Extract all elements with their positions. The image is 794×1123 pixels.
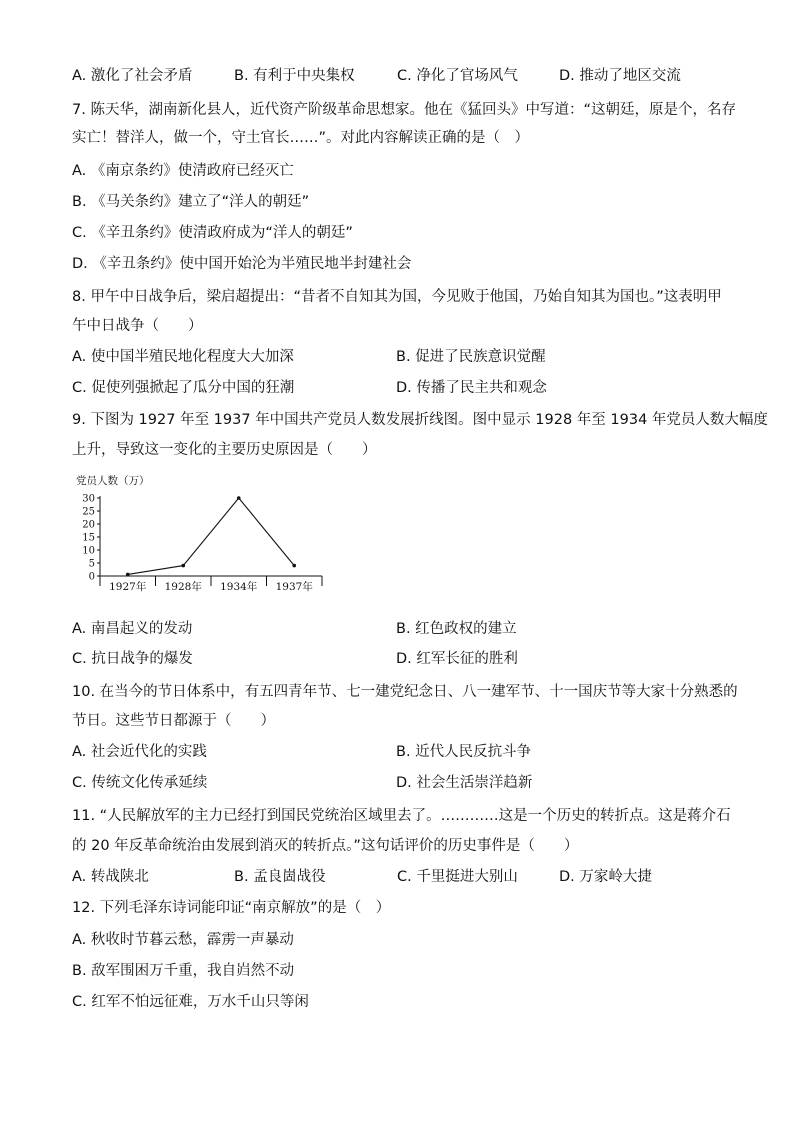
q6-option-d: D. 推动了地区交流 bbox=[559, 68, 681, 84]
q10-option-d: D. 社会生活崇洋趋新 bbox=[396, 775, 533, 791]
q11-option-a: A. 转战陕北 bbox=[72, 869, 149, 885]
q7-stem-line2: 实亡！替洋人，做一个，守土官长……”。对此内容解读正确的是（ ） bbox=[72, 130, 530, 146]
chart-x-tick-label: 1927年 bbox=[109, 581, 147, 593]
q11-option-b: B. 孟良崮战役 bbox=[234, 869, 326, 885]
q8-option-a: A. 使中国半殖民地化程度大大加深 bbox=[72, 349, 294, 365]
chart-y-tick-label: 10 bbox=[82, 545, 95, 557]
q12-option-c: C. 红军不怕远征难，万水千山只等闲 bbox=[72, 994, 309, 1010]
q10-stem-line1: 10. 在当今的节日体系中，有五四青年节、七一建党纪念日、八一建军节、十一国庆节等大家十分熟悉的 bbox=[72, 684, 738, 700]
q8-option-c: C. 促使列强掀起了瓜分中国的狂潮 bbox=[72, 380, 295, 396]
chart-y-axis bbox=[82, 494, 100, 583]
q8-stem-line1: 8. 甲午中日战争后，梁启超提出：“昔者不自知其为国，今见败于他国，乃始自知其为国也。”这表明甲 bbox=[72, 289, 722, 305]
q11-stem-line2: 的 20 年反革命统治由发展到消灭的转折点。”这句话评价的历史事件是（ ） bbox=[72, 838, 579, 854]
chart-x-tick-label: 1937年 bbox=[275, 581, 313, 593]
chart-y-tick-label: 15 bbox=[82, 532, 95, 544]
q8-option-b: B. 促进了民族意识觉醒 bbox=[396, 349, 546, 365]
party-member-line-chart bbox=[72, 468, 332, 598]
chart-series bbox=[126, 496, 296, 576]
q8-stem-line2: 午中日战争（ ） bbox=[72, 318, 203, 334]
q12-stem-line1: 12. 下列毛泽东诗词能印证“南京解放”的是（ ） bbox=[72, 900, 391, 916]
chart-y-tick-label: 0 bbox=[88, 571, 95, 583]
q9-option-a: A. 南昌起义的发动 bbox=[72, 621, 193, 637]
q11-option-d: D. 万家岭大捷 bbox=[559, 869, 652, 885]
q6-option-b: B. 有利于中央集权 bbox=[234, 68, 355, 84]
chart-y-tick-label: 5 bbox=[88, 558, 95, 570]
chart-data-point bbox=[237, 496, 241, 500]
chart-data-point bbox=[126, 573, 130, 577]
q10-option-b: B. 近代人民反抗斗争 bbox=[396, 744, 532, 760]
q8-option-d: D. 传播了民主共和观念 bbox=[396, 380, 547, 396]
q7-option-c: C. 《辛丑条约》使清政府成为“洋人的朝廷” bbox=[72, 225, 353, 241]
q7-stem-line1: 7. 陈天华，湖南新化县人，近代资产阶级革命思想家。他在《猛回头》中写道：“这朝廷，原是个，名存 bbox=[72, 102, 736, 118]
chart-series-line bbox=[128, 498, 295, 574]
q9-option-d: D. 红军长征的胜利 bbox=[396, 651, 518, 667]
q9-option-c: C. 抗日战争的爆发 bbox=[72, 651, 193, 667]
chart-x-axis bbox=[100, 576, 322, 593]
chart-y-tick-label: 25 bbox=[82, 506, 95, 518]
q11-stem-line1: 11. “人民解放军的主力已经打到国民党统治区域里去了。…………这是一个历史的转折点。这是蒋介石 bbox=[72, 808, 731, 824]
q9-option-b: B. 红色政权的建立 bbox=[396, 621, 517, 637]
q6-option-a: A. 激化了社会矛盾 bbox=[72, 68, 193, 84]
chart-x-tick-label: 1928年 bbox=[164, 581, 202, 593]
chart-y-tick-label: 20 bbox=[82, 519, 95, 531]
q12-option-b: B. 敌军围困万千重，我自岿然不动 bbox=[72, 963, 295, 979]
q10-stem-line2: 节日。这些节日都源于（ ） bbox=[72, 713, 275, 729]
q9-stem-line1: 9. 下图为 1927 年至 1937 年中国共产党员人数发展折线图。图中显示 1928 年至 1934 年党员人数大幅度 bbox=[72, 412, 768, 428]
q10-option-a: A. 社会近代化的实践 bbox=[72, 744, 207, 760]
chart-y-axis-label: 党员人数（万） bbox=[76, 475, 150, 487]
q9-stem-line2: 上升，导致这一变化的主要历史原因是（ ） bbox=[72, 442, 377, 458]
chart-data-point bbox=[292, 564, 296, 568]
q7-option-a: A. 《南京条约》使清政府已经灭亡 bbox=[72, 163, 294, 179]
chart-y-tick-label: 30 bbox=[82, 493, 95, 505]
q7-option-b: B. 《马关条约》建立了“洋人的朝廷” bbox=[72, 194, 310, 210]
q7-option-d: D. 《辛丑条约》使中国开始沦为半殖民地半封建社会 bbox=[72, 256, 412, 272]
q11-option-c: C. 千里挺进大别山 bbox=[397, 869, 518, 885]
q6-option-c: C. 净化了官场风气 bbox=[397, 68, 518, 84]
chart-x-tick-label: 1934年 bbox=[220, 581, 258, 593]
chart-data-point bbox=[181, 564, 185, 568]
q12-option-a: A. 秋收时节暮云愁，霹雳一声暴动 bbox=[72, 932, 294, 948]
q10-option-c: C. 传统文化传承延续 bbox=[72, 775, 208, 791]
